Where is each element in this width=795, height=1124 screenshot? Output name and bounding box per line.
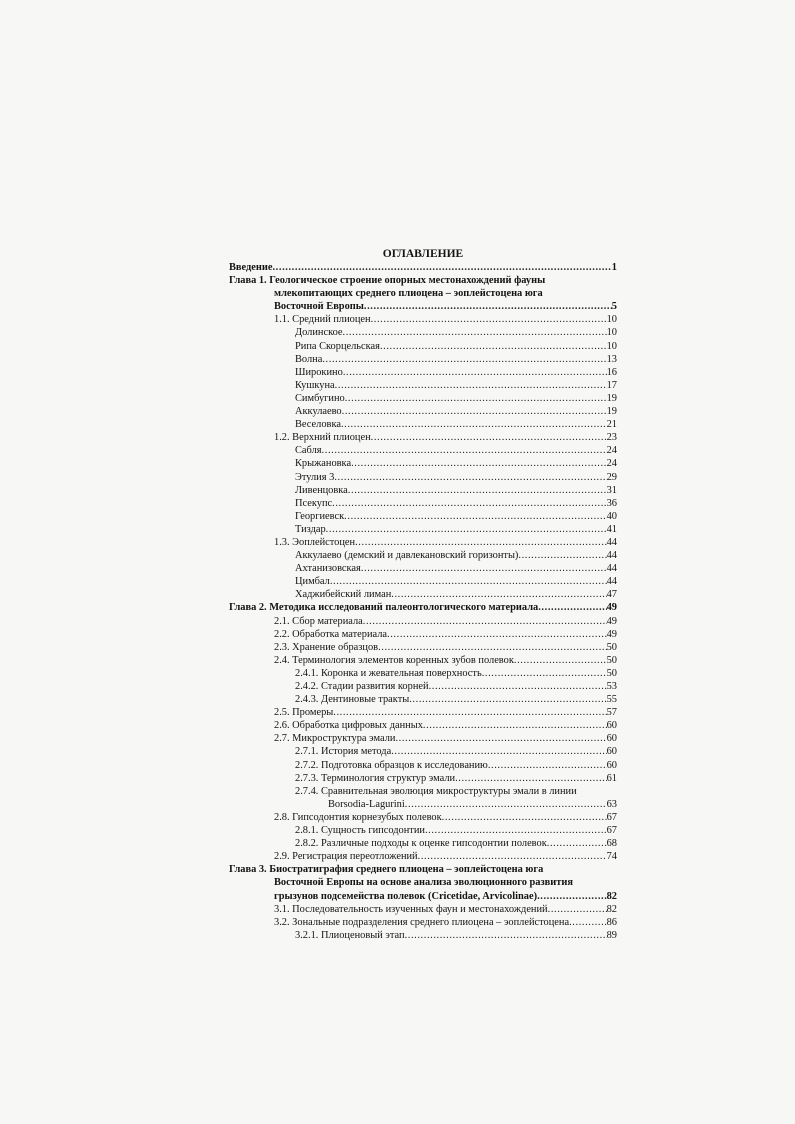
toc-line [229, 929, 617, 942]
toc-entry-label: 2.1. Сбор материала [274, 615, 363, 627]
toc-entries [229, 261, 617, 942]
toc-entry-label: Симбугино [295, 392, 345, 404]
dot-leader [425, 824, 607, 837]
toc-page-number: 17 [606, 379, 617, 391]
dot-leader [442, 811, 607, 824]
toc-page-number: 21 [606, 419, 617, 431]
toc-entry-label: Георгиевск [295, 510, 345, 522]
toc-line [229, 680, 617, 693]
toc-line [229, 811, 617, 824]
dot-leader [335, 379, 607, 392]
toc-line [229, 326, 617, 339]
toc-entry-label: 2.7.3. Терминология структур эмали [295, 772, 456, 784]
toc-line [229, 615, 617, 628]
toc-line [229, 798, 617, 811]
toc-entry [229, 850, 617, 863]
dot-leader [361, 562, 607, 575]
toc-entry-label-continued: млекопитающих среднего плиоцена – эоплейстоцена юга [274, 288, 543, 300]
toc-page-number: 68 [606, 838, 617, 850]
toc-page-number: 13 [606, 353, 617, 365]
toc-line [229, 824, 617, 837]
toc-entry [229, 772, 617, 785]
dot-leader [395, 732, 606, 745]
dot-leader [418, 850, 607, 863]
dot-leader [391, 588, 606, 601]
dot-leader [343, 366, 607, 379]
toc-entry [229, 549, 617, 562]
toc-line [229, 850, 617, 863]
toc-line [229, 549, 617, 562]
dot-leader [326, 523, 607, 536]
toc-line [229, 405, 617, 418]
toc-entry-label: 2.7.1. История метода [295, 746, 392, 758]
toc-entry [229, 366, 617, 379]
dot-leader [345, 392, 607, 405]
toc-entry [229, 693, 617, 706]
toc-entry [229, 615, 617, 628]
toc-entry-label: Крыжановка [295, 458, 352, 470]
toc-entry-label: 2.4.3. Дентиновые тракты [295, 694, 410, 706]
dot-leader [405, 798, 607, 811]
table-of-contents [229, 247, 617, 942]
toc-line [229, 300, 617, 313]
toc-line [229, 759, 617, 772]
toc-entry-label: Этулия 3 [295, 471, 335, 483]
toc-entry-label: 2.4. Терминология элементов коренных зубов полевок [274, 654, 514, 666]
toc-line [229, 418, 617, 431]
dot-leader [537, 890, 607, 903]
toc-line [229, 654, 617, 667]
dot-leader [334, 471, 606, 484]
toc-line [229, 732, 617, 745]
toc-line [229, 471, 617, 484]
toc-entry [229, 313, 617, 326]
toc-entry-label: Волна [295, 353, 323, 365]
toc-entry [229, 903, 617, 916]
dot-leader [409, 693, 606, 706]
toc-entry-label: 2.3. Хранение образцов [274, 641, 379, 653]
toc-entry [229, 484, 617, 497]
toc-entry [229, 326, 617, 339]
dot-leader [272, 261, 611, 274]
toc-line [229, 916, 617, 929]
toc-page-number: 89 [606, 929, 617, 941]
toc-entry-label: 3.2. Зональные подразделения среднего плиоцена – эоплейстоцена [274, 916, 570, 928]
toc-entry [229, 719, 617, 732]
dot-leader [344, 510, 606, 523]
toc-line [229, 340, 617, 353]
toc-page-number: 5 [611, 301, 617, 313]
toc-line [229, 261, 617, 274]
toc-page-number: 60 [606, 759, 617, 771]
toc-entry-label: 3.2.1. Плиоценовый этап [295, 929, 405, 941]
toc-page-number: 23 [606, 432, 617, 444]
toc-page-number: 10 [606, 314, 617, 326]
toc-entry [229, 588, 617, 601]
toc-line [229, 693, 617, 706]
dot-leader [343, 326, 607, 339]
dot-leader [371, 313, 607, 326]
dot-leader [488, 759, 607, 772]
toc-line [229, 628, 617, 641]
toc-page-number: 47 [606, 589, 617, 601]
dot-leader [332, 497, 606, 510]
toc-page-number: 60 [606, 746, 617, 758]
dot-leader [405, 929, 607, 942]
toc-page-number: 44 [606, 576, 617, 588]
toc-entry-label: Аккулаево (демский и давлекановский горизонты) [295, 550, 519, 562]
toc-page-number: 16 [606, 366, 617, 378]
toc-line [229, 366, 617, 379]
toc-entry [229, 641, 617, 654]
toc-entry [229, 418, 617, 431]
toc-entry [229, 562, 617, 575]
toc-entry-label: Аккулаево [295, 406, 342, 418]
toc-entry-label: Веселовка [295, 419, 341, 431]
toc-line [229, 313, 617, 326]
dot-leader [363, 615, 607, 628]
toc-entry-label: Рипа Скорцельская [295, 340, 380, 352]
dot-leader [330, 575, 607, 588]
toc-entry [229, 929, 617, 942]
toc-entry-label: 2.2. Обработка материала [274, 628, 388, 640]
dot-leader [380, 340, 607, 353]
toc-page-number: 60 [606, 720, 617, 732]
toc-entry-label: Псекупс [295, 497, 333, 509]
toc-entry [229, 628, 617, 641]
toc-entry-label: Цимбал [295, 576, 330, 588]
dot-leader [391, 745, 606, 758]
toc-line [229, 890, 617, 903]
toc-line [229, 641, 617, 654]
toc-entry-label: 1.1. Средний плиоцен [274, 314, 371, 326]
toc-page-number: 61 [606, 772, 617, 784]
toc-entry [229, 745, 617, 758]
dot-leader [514, 654, 607, 667]
toc-line [229, 575, 617, 588]
toc-line [229, 392, 617, 405]
toc-page-number: 82 [606, 903, 617, 915]
toc-entry [229, 392, 617, 405]
toc-entry [229, 667, 617, 680]
toc-entry-label: Широкино [295, 366, 343, 378]
toc-entry [229, 340, 617, 353]
toc-entry-label: Borsodia-Lagurini [328, 798, 405, 810]
toc-entry-label: Ливенцовка [295, 484, 348, 496]
dot-leader [348, 484, 607, 497]
toc-entry-label: Тиздар [295, 523, 326, 535]
dot-leader [341, 418, 607, 431]
dot-leader [429, 680, 607, 693]
toc-entry [229, 444, 617, 457]
toc-entry-label: 2.4.2. Стадии развития корней [295, 681, 429, 692]
toc-line [229, 745, 617, 758]
toc-line [229, 444, 617, 457]
toc-entry-label: 2.9. Регистрация переотложений [274, 851, 418, 863]
toc-entry-label: Кушкуна [295, 379, 335, 391]
dot-leader [455, 772, 607, 785]
dot-leader [371, 431, 607, 444]
dot-leader [364, 300, 612, 313]
toc-page-number: 10 [606, 327, 617, 339]
toc-page-number: 10 [606, 340, 617, 352]
toc-entry [229, 916, 617, 929]
dot-leader [322, 353, 606, 366]
toc-page-number: 67 [606, 825, 617, 837]
toc-chapter-entry [229, 601, 617, 614]
dot-leader [538, 601, 606, 614]
toc-entry-label: 2.8. Гипсодонтия корнезубых полевок [274, 811, 442, 823]
toc-line [229, 706, 617, 719]
toc-page-number: 24 [606, 458, 617, 470]
dot-leader [322, 444, 607, 457]
dot-leader [333, 706, 606, 719]
toc-entry [229, 759, 617, 772]
toc-entry [229, 654, 617, 667]
toc-line [229, 588, 617, 601]
toc-page-number: 44 [606, 563, 617, 575]
toc-entry [229, 353, 617, 366]
toc-line [229, 379, 617, 392]
toc-line [229, 837, 617, 850]
toc-entry [229, 706, 617, 719]
toc-page-number: 49 [606, 615, 617, 627]
toc-page-number: 63 [606, 798, 617, 810]
toc-page-number: 50 [606, 667, 617, 679]
dot-leader [342, 405, 607, 418]
toc-entry [229, 405, 617, 418]
toc-page-number: 60 [606, 733, 617, 745]
toc-line [229, 903, 617, 916]
toc-page-number: 36 [606, 497, 617, 509]
toc-line [229, 562, 617, 575]
toc-line [229, 353, 617, 366]
toc-page-number: 41 [606, 523, 617, 535]
toc-entry [229, 471, 617, 484]
toc-entry-label: Введение [229, 262, 273, 273]
toc-line [229, 772, 617, 785]
dot-leader [355, 536, 607, 549]
toc-entry-label: Глава 1. Геологическое строение опорных местонахождений фауны [229, 275, 546, 287]
dot-leader [378, 641, 607, 654]
toc-page-number: 19 [606, 392, 617, 404]
dot-leader [423, 719, 607, 732]
toc-entry-label: 1.2. Верхний плиоцен [274, 432, 371, 444]
page-title: ОГЛАВЛЕНИЕ [382, 248, 464, 260]
toc-entry-label: 2.4.1. Коронка и жевательная поверхность [295, 667, 482, 679]
dot-leader [387, 628, 607, 641]
toc-entry-label: Хаджибейский лиман [295, 589, 392, 601]
toc-entry [229, 523, 617, 536]
toc-entry [229, 824, 617, 837]
toc-entry [229, 680, 617, 693]
toc-page-number: 49 [606, 602, 617, 614]
toc-page-number: 55 [606, 694, 617, 706]
toc-page-number: 44 [606, 536, 617, 548]
toc-page-number: 74 [606, 851, 617, 863]
dot-leader [482, 667, 607, 680]
toc-entry-label: 2.7. Микроструктура эмали [274, 733, 396, 745]
toc-page-number: 53 [606, 681, 617, 692]
toc-chapter-entry [229, 863, 617, 902]
toc-entry-label: Ахтанизовская [295, 563, 361, 575]
toc-entry [229, 379, 617, 392]
toc-entry [229, 457, 617, 470]
toc-page-number: 57 [606, 707, 617, 719]
toc-entry-label: Восточной Европы [274, 301, 364, 313]
toc-page-number: 44 [606, 550, 617, 562]
toc-page-number: 29 [606, 471, 617, 483]
toc-page-number: 50 [606, 654, 617, 666]
toc-page-number: 19 [606, 406, 617, 418]
toc-line [229, 536, 617, 549]
toc-entry-label: Сабля [295, 445, 322, 457]
toc-entry [229, 732, 617, 745]
toc-entry-label: 2.8.2. Различные подходы к оценке гипсодонтии полевок [295, 838, 547, 850]
toc-entry-label: 1.3. Эоплейстоцен [274, 536, 356, 548]
toc-page-number: 31 [606, 484, 617, 496]
toc-page-number: 82 [606, 890, 617, 902]
toc-entry-label: 3.1. Последовательность изученных фаун и местонахождений [274, 903, 548, 915]
toc-entry [229, 536, 617, 549]
toc-page-number: 40 [606, 510, 617, 522]
toc-line [229, 457, 617, 470]
toc-entry-label: 2.7.4. Сравнительная эволюция микроструктуры эмали в линии [295, 785, 577, 797]
toc-line [229, 719, 617, 732]
dot-leader [547, 837, 607, 850]
toc-page-number: 49 [606, 628, 617, 640]
toc-entry [229, 811, 617, 824]
toc-chapter-entry [229, 261, 617, 274]
dot-leader [569, 916, 607, 929]
toc-entry-label: 2.8.1. Сущность гипсодонтии [295, 825, 425, 837]
dot-leader [351, 457, 607, 470]
toc-line [229, 510, 617, 523]
toc-line [229, 667, 617, 680]
toc-entry-label: Долинское [295, 327, 343, 339]
toc-entry-label: Глава 2. Методика исследований палеонтологического материала [229, 602, 539, 614]
dot-leader [518, 549, 606, 562]
toc-line [229, 497, 617, 510]
toc-entry [229, 785, 617, 811]
toc-entry-label: 2.6. Обработка цифровых данных [274, 720, 423, 732]
toc-line [229, 601, 617, 614]
toc-entry-label: Глава 3. Биостратиграфия среднего плиоцена – эоплейстоцена юга [229, 864, 544, 876]
toc-entry-label-continued: Восточной Европы на основе анализа эволюционного развития [274, 877, 573, 889]
toc-entry-label: 2.5. Промеры [274, 707, 334, 719]
toc-page-number: 24 [606, 445, 617, 457]
toc-entry [229, 837, 617, 850]
toc-page-number: 86 [606, 916, 617, 928]
toc-page-number: 1 [611, 262, 617, 273]
toc-chapter-entry [229, 274, 617, 313]
toc-entry-label: 2.7.2. Подготовка образцов к исследованию [295, 759, 488, 771]
toc-line [229, 431, 617, 444]
dot-leader [548, 903, 607, 916]
toc-entry [229, 431, 617, 444]
toc-entry [229, 575, 617, 588]
toc-line [229, 523, 617, 536]
toc-entry-label: грызунов подсемейства полевок (Cricetidae, Arvicolinae) [274, 890, 538, 902]
toc-line [229, 484, 617, 497]
toc-entry [229, 497, 617, 510]
toc-page-number: 50 [606, 641, 617, 653]
toc-page-number: 67 [606, 811, 617, 823]
toc-entry [229, 510, 617, 523]
